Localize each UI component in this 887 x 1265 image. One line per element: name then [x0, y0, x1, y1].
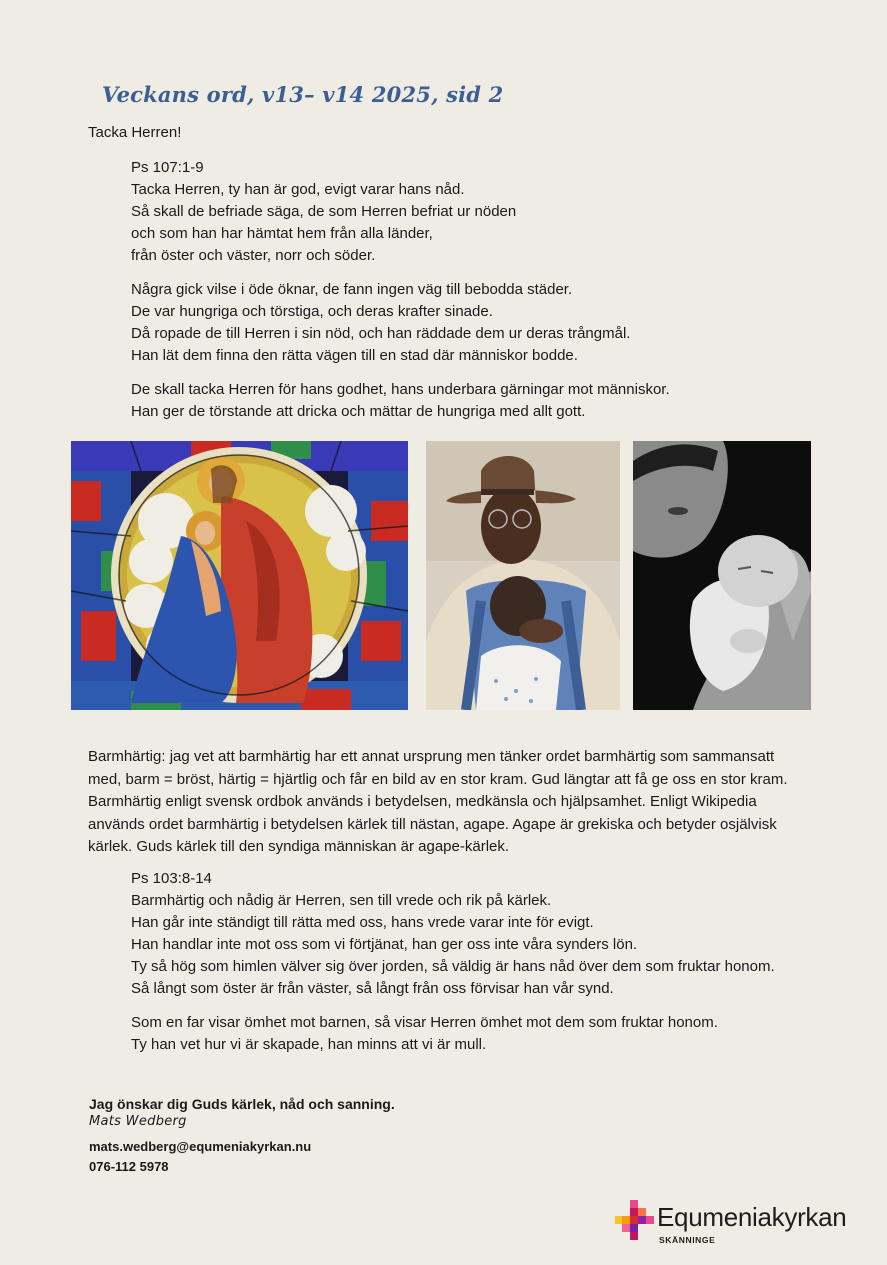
- verse-line: Då ropade de till Herren i sin nöd, och han räddade dem ur deras trångmål.: [131, 325, 631, 342]
- verse-line: Ty han vet hur vi är skapade, han minns att vi är mull.: [131, 1036, 487, 1053]
- verse-line: Några gick vilse i öde öknar, de fann ingen väg till bebodda städer.: [131, 281, 573, 298]
- logo-cross-icon: [615, 1200, 655, 1240]
- verse-line: Han ger de törstande att dricka och mättar de hungriga med allt gott.: [131, 403, 586, 420]
- father-newborn-bw-image: [633, 441, 811, 710]
- verse-line: Så långt som öster är från väster, så långt från oss förvisar han vår synd.: [131, 980, 614, 997]
- logo-wordmark: Equmeniakyrkan: [657, 1202, 847, 1232]
- psalm-107-block: [131, 157, 670, 423]
- father-baby-carrier-image: [426, 441, 620, 710]
- psalm-103-block: [131, 868, 775, 1056]
- psalm-reference: Ps 107:1-9: [131, 159, 204, 176]
- verse-line: Tacka Herren, ty han är god, evigt varar hans nåd.: [131, 181, 465, 198]
- contact-email[interactable]: mats.wedberg@equmeniakyrkan.nu: [89, 1139, 312, 1154]
- stained-glass-image: [71, 441, 408, 710]
- paragraph-line: Barmhärtig: jag vet att barmhärtig har ett annat ursprung men tänker ordet barmhärtig som sammansatt: [88, 748, 775, 765]
- verse-line: Han handlar inte mot oss som vi förtjänat, han ger oss inte våra synders lön.: [131, 936, 638, 953]
- contact-phone: 076-112 5978: [89, 1159, 169, 1174]
- paragraph-line: kärlek. Guds kärlek till den syndiga människan är agape-kärlek.: [88, 838, 510, 855]
- paragraph-line: Barmhärtig enligt svensk ordbok används i betydelsen, medkänsla och hjälpsamhet. Enligt Wikipedia: [88, 793, 757, 810]
- psalm-reference: Ps 103:8-14: [131, 870, 212, 887]
- verse-line: Som en far visar ömhet mot barnen, så visar Herren ömhet mot dem som fruktar honom.: [131, 1014, 718, 1031]
- verse-line: och som han har hämtat hem från alla länder,: [131, 225, 433, 242]
- closing-wish: Jag önskar dig Guds kärlek, nåd och sanning.: [89, 1096, 395, 1112]
- page-title: Veckans ord, v13– v14 2025, sid 2: [102, 82, 504, 107]
- verse-line: Han lät dem finna den rätta vägen till en stad där människor bodde.: [131, 347, 578, 364]
- paragraph-line: används ordet barmhärtig i betydelsen kärlek till nästan, agape. Agape är grekiska och betyder osjälvisk: [88, 815, 777, 833]
- intro-heading: Tacka Herren!: [88, 124, 182, 141]
- verse-line: Barmhärtig och nådig är Herren, sen till vrede och rik på kärlek.: [131, 892, 552, 909]
- verse-line: Han går inte ständigt till rätta med oss, hans vrede varar inte för evigt.: [131, 914, 594, 931]
- reflection-paragraph: [88, 746, 828, 859]
- logo-location: SKÄNNINGE: [659, 1235, 716, 1245]
- verse-line: De skall tacka Herren för hans godhet, hans underbara gärningar mot människor.: [131, 381, 670, 398]
- signature-block: [89, 1096, 395, 1177]
- verse-line: Så skall de befriade säga, de som Herren befriat ur nöden: [131, 203, 517, 220]
- signature-name: Mats Wedberg: [89, 1114, 187, 1129]
- equmeniakyrkan-logo: [615, 1198, 865, 1248]
- verse-line: De var hungriga och törstiga, och deras krafter sinade.: [131, 303, 493, 320]
- verse-line: Ty så hög som himlen välver sig över jorden, så väldig är hans nåd över dem som fruktar honom.: [131, 958, 775, 975]
- paragraph-line: med, barm = bröst, härtig = hjärtlig och får en bild av en stor kram. Gud längtar att få ge oss en stor kram.: [88, 770, 788, 788]
- verse-line: från öster och väster, norr och söder.: [131, 247, 376, 264]
